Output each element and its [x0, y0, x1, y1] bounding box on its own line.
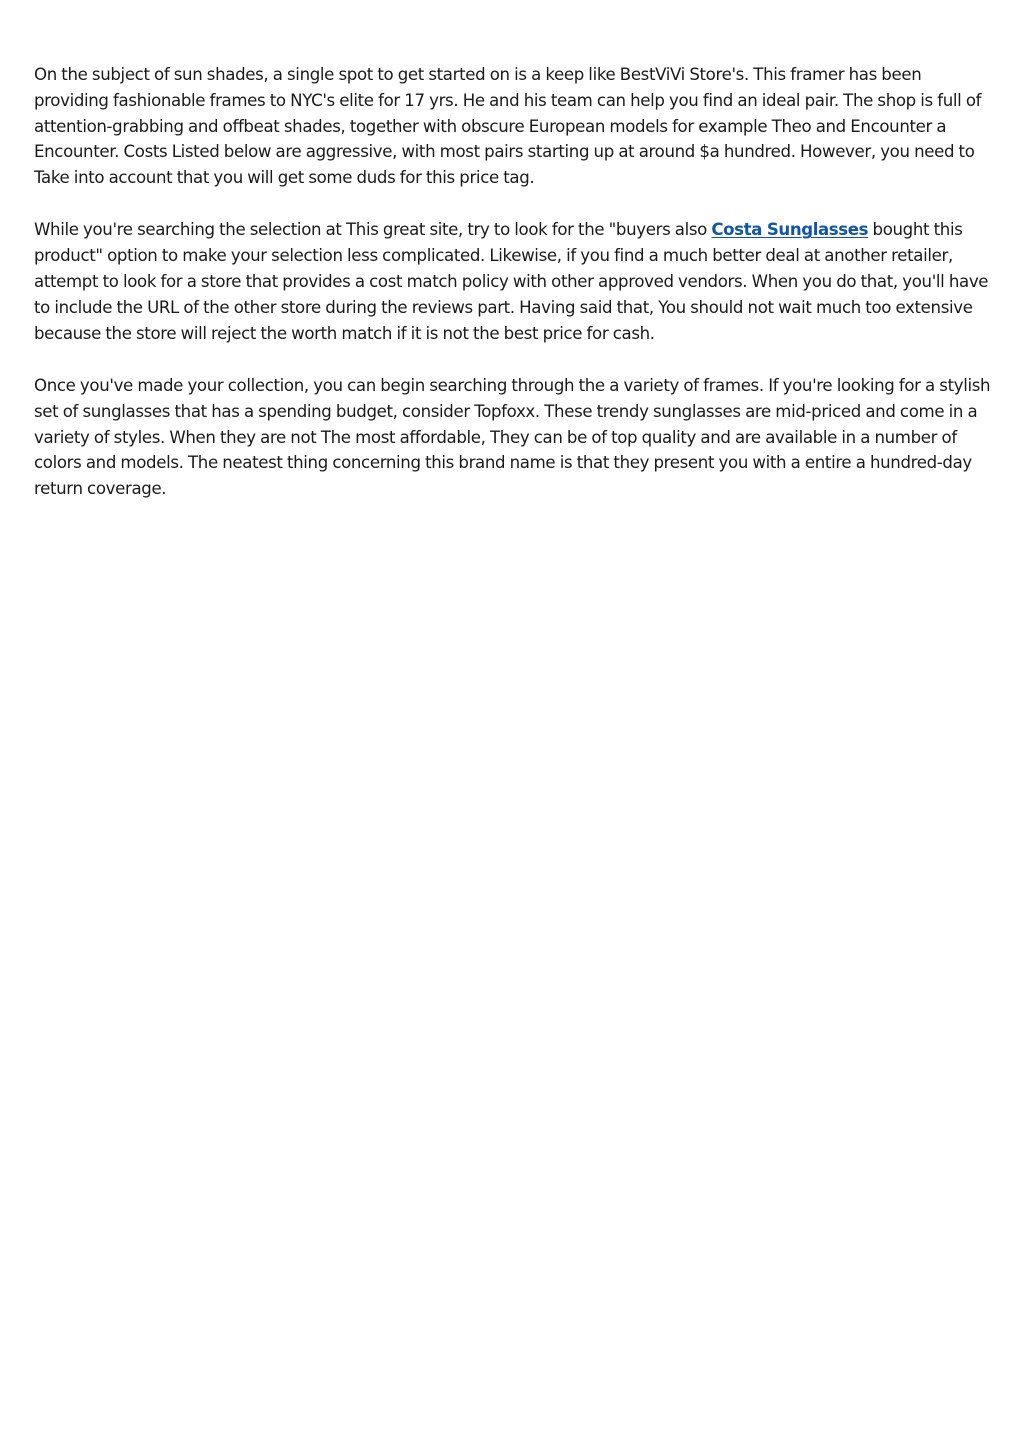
costa-sunglasses-link[interactable]: Costa Sunglasses: [711, 220, 869, 240]
paragraph-sunshades-intro: On the subject of sun shades, a single spot to get started on is a keep like BestViVi Store's. This framer has been providing fashionable frames to NYC's elite for 17 yrs. He and his team can help you find an ideal pair. The shop is full of attention-grabbing and offbeat shades, together with obscure European models for example Theo and Encounter a Encounter. Costs Listed below are aggressive, with most pairs starting up at around $a hundred. However, you need to Take into account that you will get some duds for this price tag.: [34, 65, 982, 188]
article-body: [34, 62, 992, 528]
paragraph-text-after-link: bought this product" option to make your selection less complicated. Likewise, if you find a much better deal at another retailer, attempt to look for a store that provides a cost match policy with other approved vendors. When you do that, you'll have to include the URL of the other store during the reviews part. Having said that, You should not wait much too extensive because the store will reject the worth match if it is not the best price for cash.: [34, 220, 989, 343]
paragraph-frames-topfoxx: Once you've made your collection, you can begin searching through the a variety of frames. If you're looking for a stylish set of sunglasses that has a spending budget, consider Topfoxx. These trendy sunglasses are mid-priced and come in a variety of styles. When they are not The most affordable, They can be of top quality and are available in a number of colors and models. The neatest thing concerning this brand name is that they present you with a entire a hundred-day return coverage.: [34, 375, 991, 499]
paragraph-text-before-link: While you're searching the selection at This great site, try to look for the "buyers also: [34, 220, 712, 240]
paragraph-selection-tips: [34, 217, 992, 346]
